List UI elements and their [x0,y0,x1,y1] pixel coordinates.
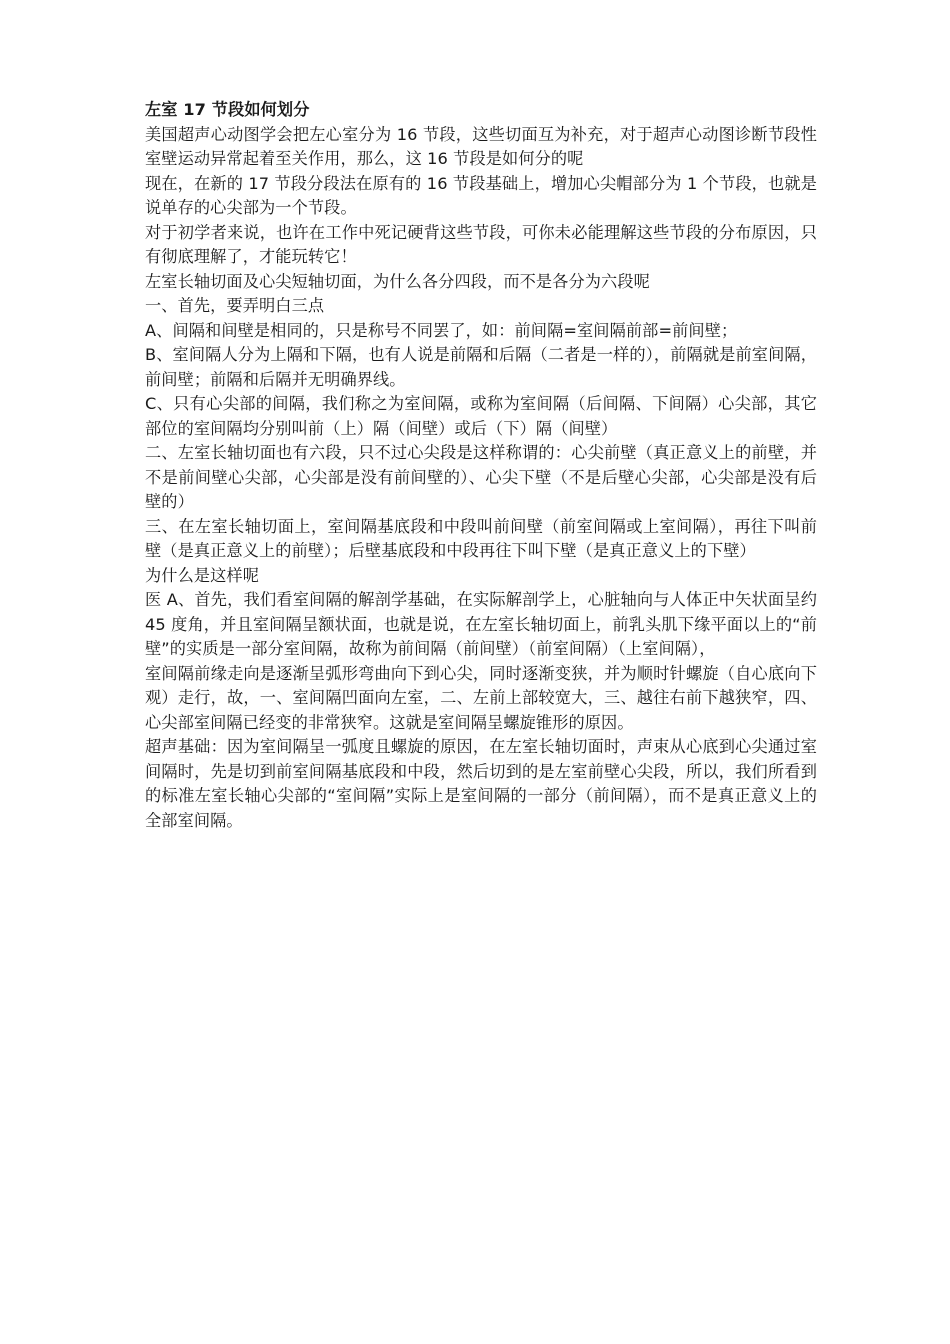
paragraph-septum-course: 室间隔前缘走向是逐渐呈弧形弯曲向下到心尖，同时逐渐变狭，并为顺时针螺旋（自心底向下观）走行，故，一、室间隔凹面向左室，二、左前上部较宽大，三、越往右前下越狭窄，四、心尖部室间隔已经变的非常狭窄。这就是室间隔呈螺旋锥形的原因。 [145,663,817,732]
document-title: 左室 17 节段如何划分 [145,100,310,119]
paragraph-point-b: B、室间隔人分为上隔和下隔，也有人说是前隔和后隔（二者是一样的），前隔就是前室间隔，前间壁；前隔和后隔并无明确界线。 [145,345,817,389]
paragraph-point-a: A、间隔和间壁是相同的，只是称号不同罢了，如：前间隔=室间隔前部=前间壁； [145,320,738,340]
paragraph-why: 为什么是这样呢 [145,565,260,585]
document-page [145,98,817,833]
paragraph-anatomy: 医 A、首先，我们看室间隔的解剖学基础，在实际解剖学上，心脏轴向与人体正中矢状面呈约 45 度角，并且室间隔呈额状面，也就是说，在左室长轴切面上，前乳头肌下缘平面以上的“前壁”的实质是一部分室间隔，故称为前间隔（前间壁）（前室间隔）（上室间隔）， [145,590,817,658]
paragraph-section-three: 三、在左室长轴切面上，室间隔基底段和中段叫前间壁（前室间隔或上室间隔），再往下叫前壁（是真正意义上的前壁）；后壁基底段和中段再往下叫下壁（是真正意义上的下壁） [145,516,817,560]
paragraph-point-c: C、只有心尖部的间隔，我们称之为室间隔，或称为室间隔（后间隔、下间隔）心尖部，其它部位的室间隔均分别叫前（上）隔（间壁）或后（下）隔（间壁） [145,394,817,438]
paragraph-ultrasound-basis: 超声基础：因为室间隔呈一弧度且螺旋的原因，在左室长轴切面时，声束从心底到心尖通过室间隔时，先是切到前室间隔基底段和中段，然后切到的是左室前壁心尖段，所以，我们所看到的标准左室长轴心尖部的“室间隔”实际上是室间隔的一部分（前间隔），而不是真正意义上的全部室间隔。 [145,737,817,830]
paragraph-question: 左室长轴切面及心尖短轴切面，为什么各分四段，而不是各分为六段呢 [145,271,650,291]
paragraph-section-two: 二、左室长轴切面也有六段，只不过心尖段是这样称谓的：心尖前壁（真正意义上的前壁，并不是前间壁心尖部，心尖部是没有前间壁的）、心尖下壁（不是后壁心尖部，心尖部是没有后壁的） [145,443,817,511]
paragraph-beginners: 对于初学者来说，也许在工作中死记硬背这些节段，可你未必能理解这些节段的分布原因，只有彻底理解了，才能玩转它！ [145,222,817,266]
paragraph-intro: 美国超声心动图学会把左心室分为 16 节段，这些切面互为补充，对于超声心动图诊断节段性室壁运动异常起着至关作用，那么，这 16 节段是如何分的呢 [145,124,817,168]
paragraph-17-segments: 现在，在新的 17 节段分段法在原有的 16 节段基础上，增加心尖帽部分为 1 个节段，也就是说单存的心尖部为一个节段。 [145,173,817,217]
paragraph-section-one: 一、首先，要弄明白三点 [145,296,325,315]
